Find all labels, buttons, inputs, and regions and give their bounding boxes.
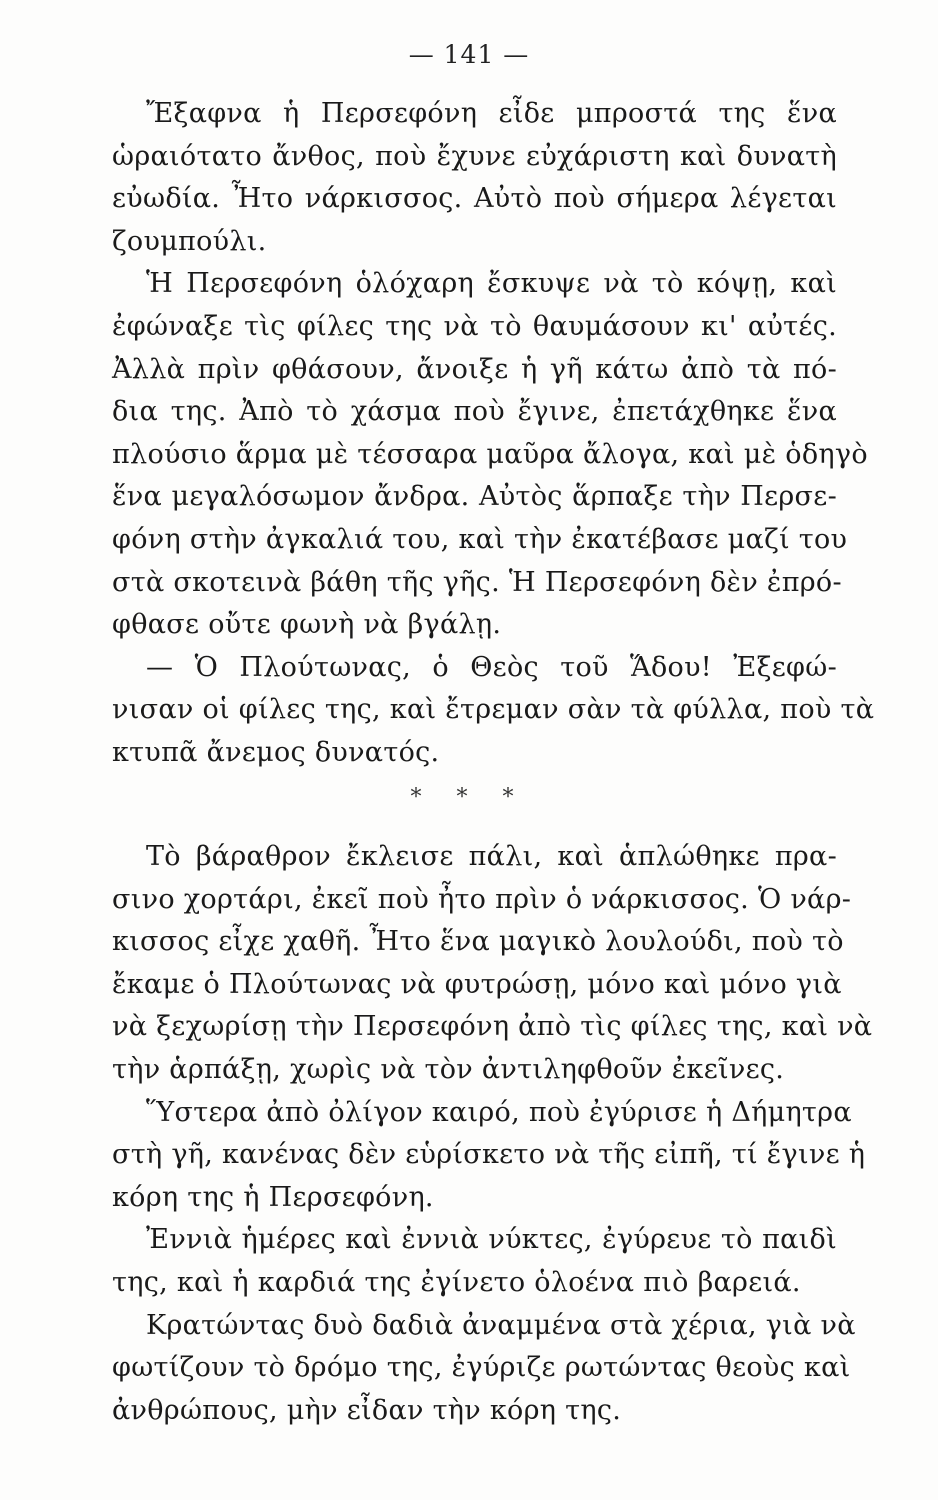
text-line: Κρατώντας δυὸ δαδιὰ ἀναμμένα στὰ χέρια, γιὰ νὰ: [146, 1309, 856, 1341]
text-line: ὡραιότατο ἄνθος, ποὺ ἔχυνε εὐχάριστη καὶ δυνατὴ: [112, 140, 837, 172]
text-line: ζουμπούλι.: [112, 225, 267, 257]
text-line: ἕνα μεγαλόσωμον ἄνδρα. Αὐτὸς ἅρπαξε τὴν Περσε-: [112, 481, 837, 513]
text-line: νὰ ξεχωρίσῃ τὴν Περσεφόνη ἀπὸ τὶς φίλες της, καὶ νὰ: [112, 1011, 873, 1043]
section-break: * * *: [410, 785, 528, 810]
text-line: τὴν ἁρπάξῃ, χωρὶς νὰ τὸν ἀντιληφθοῦν ἐκεῖνες.: [112, 1053, 785, 1085]
text-line: εὐωδία. Ἦτο νάρκισσος. Αὐτὸ ποὺ σήμερα λέγεται: [112, 183, 837, 215]
text-line: Ἔξαφνα ἡ Περσεφόνη εἶδε μπροστά της ἕνα: [146, 98, 837, 129]
text-line: ἀνθρώπους, μὴν εἶδαν τὴν κόρη της.: [112, 1394, 622, 1426]
text-line: σινο χορτάρι, ἐκεῖ ποὺ ἦτο πρὶν ὁ νάρκισσος. Ὁ νάρ-: [112, 883, 852, 915]
text-line: — Ὁ Πλούτωνας, ὁ Θεὸς τοῦ Ἅδου! Ἐξεφώ-: [146, 651, 837, 683]
text-block-1: [112, 93, 875, 775]
text-line: Τὸ βάραθρον ἔκλεισε πάλι, καὶ ἁπλώθηκε πρα-: [146, 841, 837, 872]
text-line: δια της. Ἀπὸ τὸ χάσμα ποὺ ἔγινε, ἐπετάχθηκε ἕνα: [112, 396, 837, 428]
text-line: πλούσιο ἅρμα μὲ τέσσαρα μαῦρα ἄλογα, καὶ μὲ ὁδηγὸ: [112, 438, 868, 470]
text-line: κισσος εἶχε χαθῆ. Ἦτο ἕνα μαγικὸ λουλούδι, ποὺ τὸ: [112, 926, 844, 958]
text-block-2: [112, 836, 873, 1432]
text-line: Ὕστερα ἀπὸ ὀλίγον καιρό, ποὺ ἐγύρισε ἡ Δήμητρα: [146, 1096, 852, 1128]
text-line: νισαν οἱ φίλες της, καὶ ἔτρεμαν σὰν τὰ φύλλα, ποὺ τὰ: [112, 694, 875, 726]
text-line: φωτίζουν τὸ δρόμο της, ἐγύριζε ρωτώντας θεοὺς καὶ: [112, 1352, 851, 1384]
text-line: στὰ σκοτεινὰ βάθη τῆς γῆς. Ἡ Περσεφόνη δὲν ἐπρό-: [112, 566, 842, 598]
text-line: κόρη της ἡ Περσεφόνη.: [112, 1181, 434, 1213]
text-line: στὴ γῆ, κανένας δὲν εὑρίσκετο νὰ τῆς εἰπῆ, τί ἔγινε ἡ: [112, 1139, 866, 1171]
text-line: ἐφώναξε τὶς φίλες της νὰ τὸ θαυμάσουν κι' αὐτές.: [112, 310, 837, 342]
text-line: της, καὶ ἡ καρδιά της ἐγίνετο ὁλοένα πιὸ βαρειά.: [112, 1266, 801, 1298]
page-number: — 141 —: [408, 40, 530, 69]
text-line: φθασε οὔτε φωνὴ νὰ βγάλῃ.: [112, 609, 502, 641]
text-line: φόνη στὴν ἀγκαλιά του, καὶ τὴν ἐκατέβασε μαζί του: [112, 523, 848, 555]
text-line: Ἡ Περσεφόνη ὁλόχαρη ἔσκυψε νὰ τὸ κόψῃ, καὶ: [146, 268, 837, 300]
text-line: κτυπᾶ ἄνεμος δυνατός.: [112, 736, 440, 768]
text-line: Ἀλλὰ πρὶν φθάσουν, ἄνοιξε ἡ γῆ κάτω ἀπὸ τὰ πό-: [112, 353, 837, 385]
text-line: Ἐννιὰ ἡμέρες καὶ ἐννιὰ νύκτες, ἐγύρευε τὸ παιδὶ: [146, 1224, 837, 1256]
text-line: ἔκαμε ὁ Πλούτωνας νὰ φυτρώσῃ, μόνο καὶ μόνο γιὰ: [112, 968, 842, 1000]
